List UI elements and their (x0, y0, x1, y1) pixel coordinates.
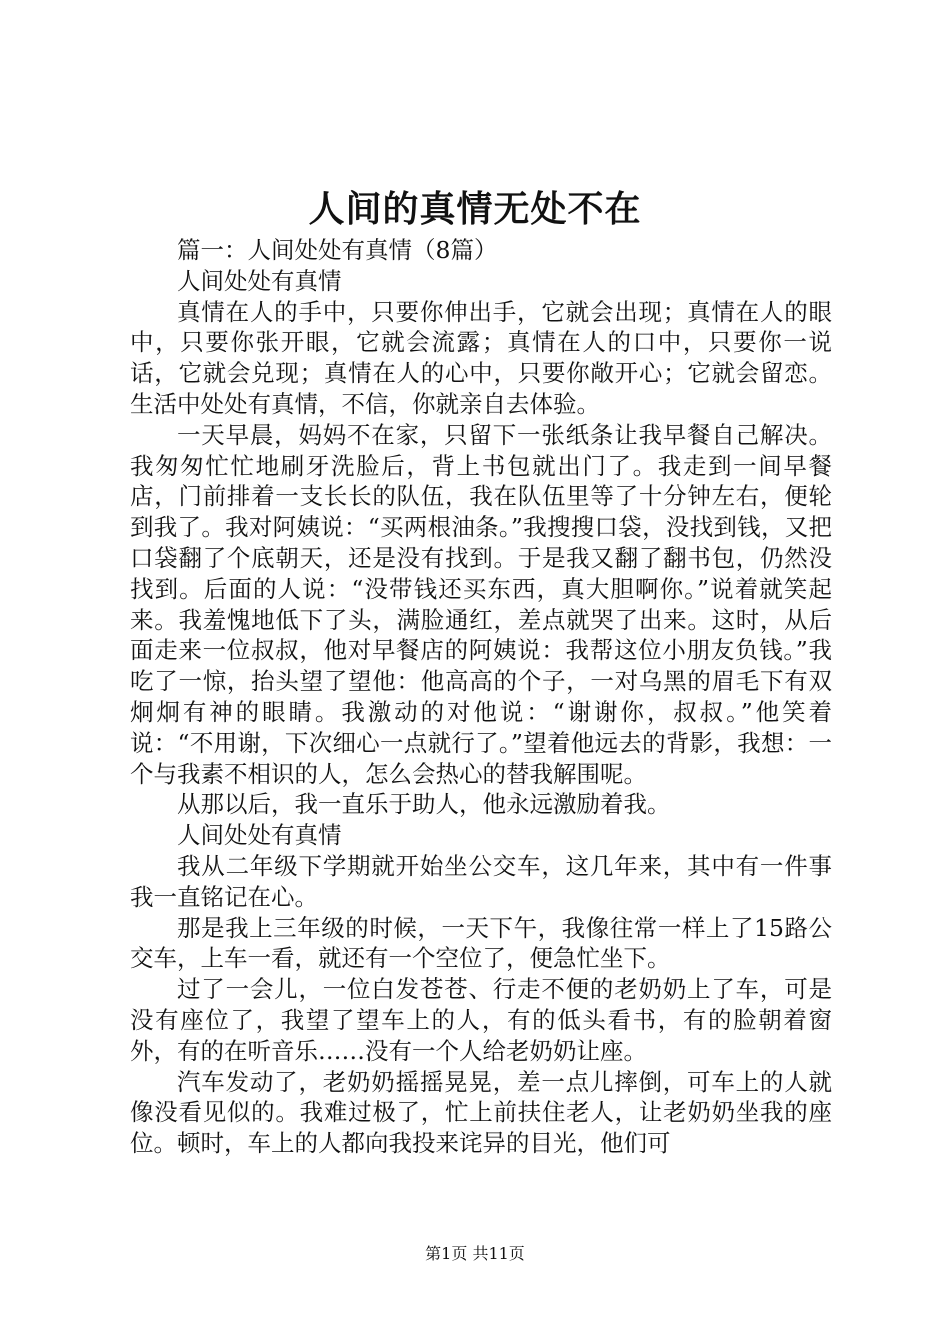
paragraph: 从那以后，我一直乐于助人，他永远激励着我。 (177, 790, 671, 819)
page-footer: 第1页 共11页 (425, 1244, 525, 1263)
paragraph: 一天早晨，妈妈不在家，只留下一张纸条让我早餐自己解决。我匆匆忙忙地刷牙洗脸后，背上书包就出门了。我走到一间早餐店，门前排着一支长长的队伍，我在队伍里等了十分钟左右，便轮到我了。我对阿姨说：“买两根油条。”我搜搜口袋，没找到钱，又把口袋翻了个底朝天，还是没有找到。于是我又翻了翻书包，仍然没找到。后面的人说：“没带钱还买东西，真大胆啊你。”说着就笑起来。我羞愧地低下了头，满脸通红，差点就哭了出来。这时，从后面走来一位叔叔，他对早餐店的阿姨说：我帮这位小朋友负钱。”我吃了一惊，抬头望了望他：他高高的个子，一对乌黑的眉毛下有双炯炯有神的眼睛。我激动的对他说：“谢谢你，叔叔。”他笑着说：“不用谢，下次细心一点就行了。”望着他远去的背影，我想：一个与我素不相识的人，怎么会热心的替我解围呢。 (130, 420, 832, 788)
paragraph: 汽车发动了，老奶奶摇摇晃晃，差一点儿摔倒，可车上的人就像没看见似的。我难过极了，忙上前扶住老人，让老奶奶坐我的座位。顿时，车上的人都向我投来诧异的目光，他们可 (130, 1067, 832, 1158)
paragraph-section-heading: 篇一：人间处处有真情（8篇） (177, 236, 498, 264)
paragraph-subtitle: 人间处处有真情 (177, 821, 342, 850)
paragraph: 我从二年级下学期就开始坐公交车，这几年来，其中有一件事我一直铭记在心。 (130, 851, 832, 911)
paragraph: 真情在人的手中，只要你伸出手，它就会出现；真情在人的眼中，只要你张开眼，它就会流露；真情在人的口中，只要你一说话，它就会兑现；真情在人的心中，只要你敞开心；它就会留恋。生活中处处有真情，不信，你就亲自去体验。 (130, 297, 832, 418)
paragraph: 过了一会儿，一位白发苍苍、行走不便的老奶奶上了车，可是没有座位了，我望了望车上的人，有的低头看书，有的脸朝着窗外，有的在听音乐……没有一个人给老奶奶让座。 (130, 975, 832, 1065)
document-body (130, 235, 832, 1159)
document-title: 人间的真情无处不在 (308, 188, 642, 230)
paragraph: 那是我上三年级的时候，一天下午，我像往常一样上了15路公交车，上车一看，就还有一个空位了，便急忙坐下。 (130, 913, 832, 973)
paragraph-subtitle: 人间处处有真情 (177, 266, 342, 295)
